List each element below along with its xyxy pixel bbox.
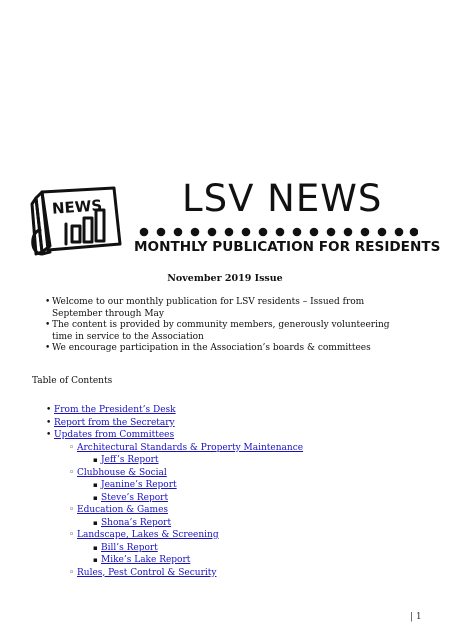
page-number: | 1 [410, 612, 422, 622]
list-item: • The content is provided by community members, generously volunteering time in service to the Association [52, 320, 412, 343]
toc-link-clubhouse-social[interactable]: Clubhouse & Social [77, 467, 167, 478]
newspaper-icon [28, 180, 128, 260]
toc-link-rules-pest-security[interactable]: Rules, Pest Control & Security [77, 567, 217, 578]
newsletter-subtitle: MONTHLY PUBLICATION FOR RESIDENTS [134, 239, 441, 255]
toc-link-architectural-standards[interactable]: Architectural Standards & Property Maintenance [77, 442, 304, 453]
toc-link-landscape-lakes[interactable]: Landscape, Lakes & Screening [77, 530, 219, 540]
toc-link-presidents-desk[interactable]: From the President’s Desk [54, 405, 176, 415]
toc-link-education-games[interactable]: Education & Games [77, 505, 169, 515]
dot-divider [138, 226, 418, 238]
toc-link-jeanines-report[interactable]: Jeanine’s Report [101, 480, 177, 490]
issue-date: November 2019 Issue [167, 273, 283, 284]
toc-link-mikes-lake-report[interactable]: Mike’s Lake Report [101, 555, 191, 565]
list-item: • Welcome to our monthly publication for LSV residents – Issued from September through May [52, 297, 412, 320]
newsletter-title: LSV NEWS [182, 177, 383, 220]
logo-text: NEWS [51, 196, 103, 218]
toc-link-committee-updates[interactable]: Updates from Committees [54, 430, 175, 440]
toc-link-shonas-report[interactable]: Shona’s Report [101, 517, 172, 528]
toc-link-jeffs-report[interactable]: Jeff’s Report [101, 455, 159, 465]
list-item: • We encourage participation in the Association’s boards & committees [52, 343, 412, 355]
toc-link-steves-report[interactable]: Steve’s Report [101, 492, 169, 503]
intro-bullet-list [52, 297, 412, 355]
toc-heading: Table of Contents [32, 376, 113, 386]
toc-link-secretary-report[interactable]: Report from the Secretary [54, 417, 175, 428]
toc-link-bills-report[interactable]: Bill’s Report [101, 542, 158, 553]
